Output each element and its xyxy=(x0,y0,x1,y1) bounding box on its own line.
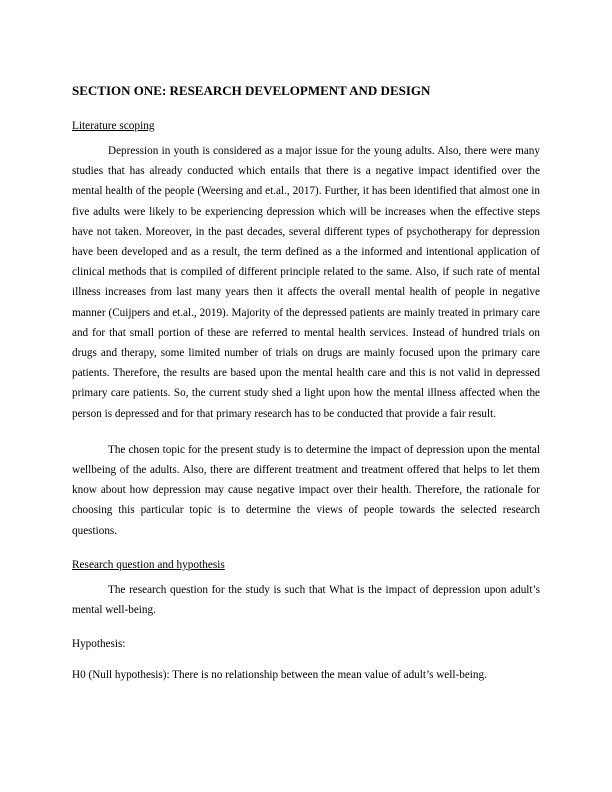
page-content xyxy=(72,82,540,698)
research-question-paragraph: The research question for the study is such that What is the impact of depression upon adult’s mental well-being. xyxy=(72,583,540,617)
section-title: SECTION ONE: RESEARCH DEVELOPMENT AND DESIGN xyxy=(72,83,431,98)
hypothesis-label: Hypothesis: xyxy=(72,638,126,651)
null-hypothesis: H0 (Null hypothesis): There is no relationship between the mean value of adult’s well-being. xyxy=(72,669,487,682)
literature-paragraph-1: Depression in youth is considered as a major issue for the young adults. Also, there were many studies that has already conducted which entails that there is a negative impact identified over the mental health of the people (Weersing and et.al., 2017). Further, it has been identified that almost one in five adults were likely to be experiencing depression which will be increases when the effective steps have not taken. Moreover, in the past decades, several different types of psychotherapy for depression have been developed and as a result, the term defined as a the informed and intentional application of clinical methods that is compiled of different principle related to the same. Also, if such rate of mental illness increases from last many years then it affects the overall mental health of people in negative manner (Cuijpers and et.al., 2019). Majority of the depressed patients are mainly treated in primary care and for that small portion of these are referred to mental health services. Instead of hundred trials on drugs and therapy, some limited number of trials on drugs are mainly focused upon the primary care patients. Therefore, the results are based upon the mental health care and this is not valid in depressed primary care patients. So, the current study shed a light upon how the mental illness affected when the person is depressed and for that primary research has to be conducted that provide a fair result. xyxy=(72,145,540,420)
research-question-heading: Research question and hypothesis xyxy=(72,558,225,571)
literature-scoping-heading: Literature scoping xyxy=(72,120,155,132)
literature-paragraph-2: The chosen topic for the present study is to determine the impact of depression upon the mental wellbeing of the adults. Also, there are different treatment and treatment offered that helps to let them know about how depression may cause negative impact over their health. Therefore, the rationale for choosing this particular topic is to determine the views of people towards the selected research questions. xyxy=(72,443,540,537)
